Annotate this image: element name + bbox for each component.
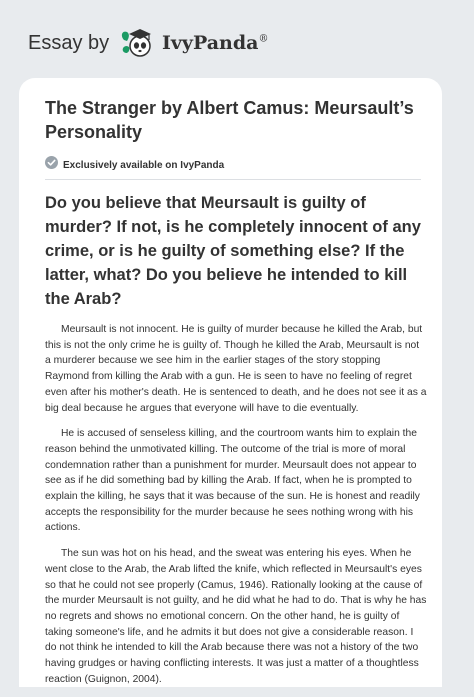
panda-graduate-icon — [118, 26, 158, 60]
site-header — [0, 0, 474, 80]
paragraph: Meursault is not innocent. He is guilty of murder because he killed the Arab, but this is not the only crime he is guilty of. Though he killed the Arab, Meursault is not a murderer because we see him in the earlier stages of the story stopping Raymond from killing the Arab with a gun. He is seen to have no feeling of regret even after his mother's death. He is sentenced to death, and he does not see it as a big deal because he argues that everyone will have to die eventually. — [45, 324, 427, 414]
page-title: The Stranger by Albert Camus: Meursault’s Personality — [45, 98, 414, 142]
paragraph: He is accused of senseless killing, and the courtroom wants him to explain the reason behind the unmotivated killing. The outcome of the trial is more of moral condemnation rather than a punishment for murder. Meursault does not appear to see as if he did something bad by killing the Arab. If fact, when he is prompted to explain the killing, he says that it was because of the sun. He is honest and readily accepts the responsibility for the murder because he sees nothing wrong with his actions. — [45, 428, 420, 534]
exclusive-badge — [45, 156, 224, 174]
essay-question: Do you believe that Meursault is guilty of murder? If not, is he completely innocent of any crime, or is he guilty of something else? If the latter, what? Do you believe he intended to kill the Arab? — [45, 194, 421, 308]
divider — [45, 179, 421, 180]
essay-by-label: Essay by — [28, 32, 110, 54]
essay-card — [19, 78, 442, 687]
check-circle-icon — [45, 156, 58, 174]
exclusive-text: Exclusively available on IvyPanda — [63, 159, 225, 171]
ivypanda-logo[interactable] — [118, 26, 268, 60]
essay-body — [45, 322, 427, 697]
paragraph: The sun was hot on his head, and the sweat was entering his eyes. When he went close to the Arab, the Arab lifted the knife, which reflected in Meursault's eyes so that he could not see properly (Camus, 1946). Rationally looking at the cause of the murder Meursault is not guilty, and he did what he had to do. That is why he has no regrets and shows no emotional concern. On the other hand, he is guilty of taking someone's life, and he admits it but does not give a considerable reason. I do not think he intended to kill the Arab because there was not a history of the two having grudges or having conflicting interests. It was just a matter of a thoughtless reaction (Guignon, 2004). — [45, 548, 427, 685]
brand-name: IvyPanda® — [162, 32, 269, 54]
